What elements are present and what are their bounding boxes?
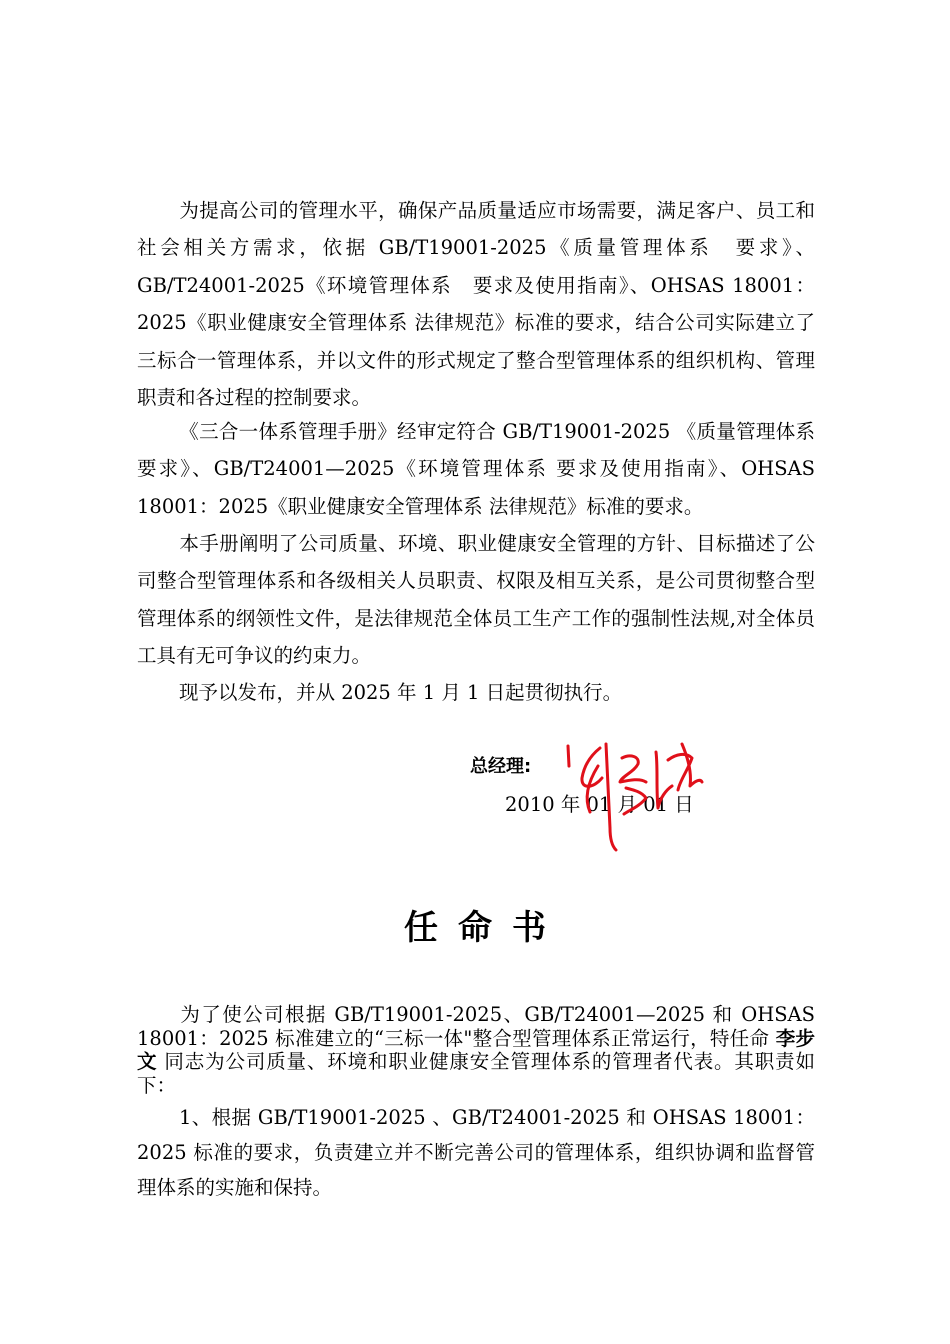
general-manager-label: 总经理:: [470, 756, 532, 777]
appointment-duty-1-text: 1、根据 GB/T19001-2025 、GB/T24001-2025 和 OHSAS 18001：2025 标准的要求，负责建立并不断完善公司的管理体系，组织协调和监督管理体系的实施和保持。: [137, 1106, 815, 1199]
appointment-paragraph-1: [137, 1003, 815, 1097]
intro-paragraph-1: [137, 192, 815, 416]
intro-paragraph-3-text: 本手册阐明了公司质量、环境、职业健康安全管理的方针、目标描述了公司整合型管理体系和各级相关人员职责、权限及相互关系，是公司贯彻整合型管理体系的纲领性文件，是法律规范全体员工生产工作的强制性法规,对全体员工具有无可争议的约束力。: [137, 532, 815, 668]
intro-paragraph-2-text: 《三合一体系管理手册》经审定符合 GB/T19001-2025 《质量管理体系 要求》、GB/T24001—2025《环境管理体系 要求及使用指南》、OHSAS 18001：2025《职业健康安全管理体系 法律规范》标准的要求。: [137, 420, 815, 518]
handwritten-signature: [560, 738, 710, 858]
appointment-paragraph-1-start: 为了使公司根据 GB/T19001-2025、GB/T24001—2025 和 OHSAS 18001：2025 标准建立的“三标一体"整合型管理体系正常运行，特任命: [137, 1003, 815, 1050]
intro-paragraph-1-text: 为提高公司的管理水平，确保产品质量适应市场需要，满足客户、员工和社会相关方需求，依据 GB/T19001-2025《质量管理体系 要求》、GB/T24001-2025《环境管理体系 要求及使用指南》、OHSAS 18001：2025《职业健康安全管理体系 法律规范》标准的要求，结合公司实际建立了三标合一管理体系，并以文件的形式规定了整合型管理体系的组织机构、管理职责和各过程的控制要求。: [137, 199, 815, 410]
issue-date: 2010 年 01 月 01 日: [505, 793, 694, 816]
intro-paragraph-4-text: 现予以发布，并从 2025 年 1 月 1 日起贯彻执行。: [179, 681, 623, 704]
intro-paragraph-3: [137, 525, 815, 675]
intro-paragraph-4: [137, 674, 815, 711]
intro-paragraph-2: [137, 413, 815, 525]
appointment-title: 任命书: [404, 908, 566, 948]
appointment-duty-1: [137, 1100, 815, 1205]
appointee-name: 李步文: [137, 1026, 815, 1073]
appointment-paragraph-1-end: 同志为公司质量、环境和职业健康安全管理体系的管理者代表。其职责如下：: [137, 1050, 815, 1097]
